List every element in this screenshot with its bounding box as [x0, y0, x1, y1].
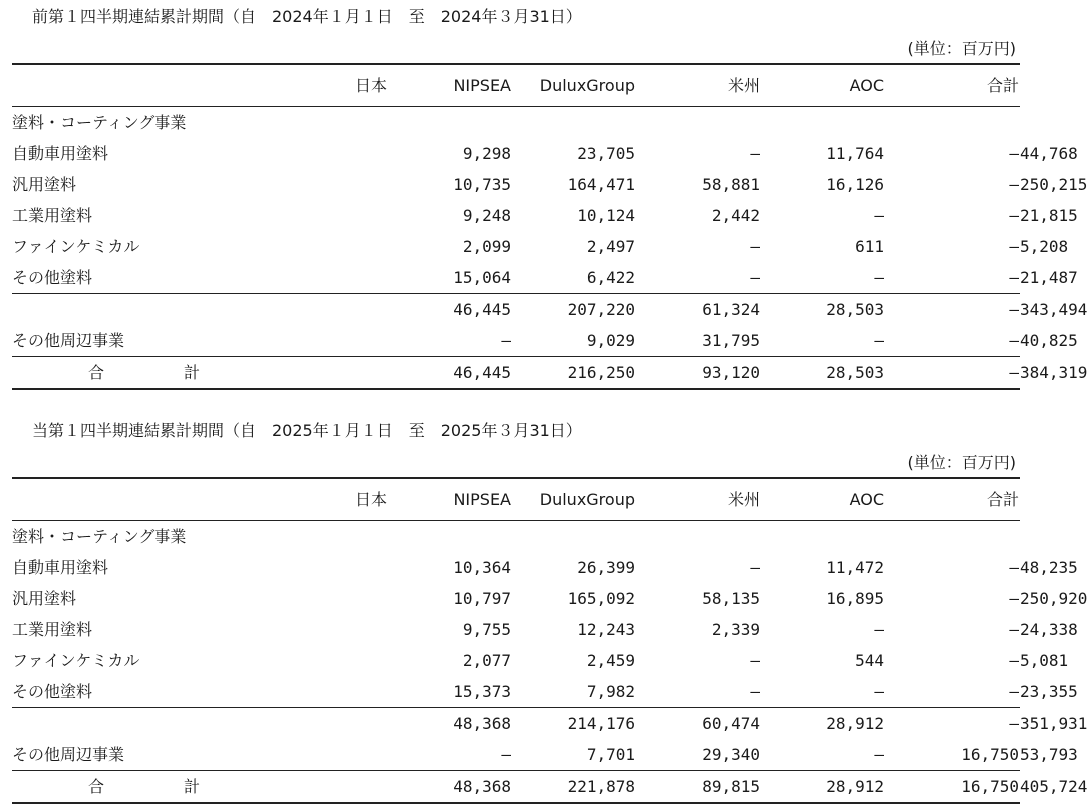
table-row: ファインケミカル 2,099 2,497 ― 611 ― 5,208 — [12, 231, 1020, 262]
cell: 16,750 — [961, 745, 1019, 764]
col-header-duluxgroup: DuluxGroup — [539, 490, 635, 509]
col-header-total: 合計 — [986, 76, 1019, 95]
cell: ― — [1009, 682, 1019, 701]
cell: 23,705 — [577, 144, 635, 163]
cell: 2,459 — [586, 651, 635, 670]
cell: 48,368 — [322, 771, 512, 804]
cell: ― — [501, 331, 511, 350]
cell: 9,029 — [586, 331, 635, 350]
prev-header-row — [12, 64, 1020, 107]
row-label: ファインケミカル — [12, 651, 140, 670]
cell: 2,339 — [711, 620, 760, 639]
cell: 11,472 — [826, 558, 884, 577]
row-label: ファインケミカル — [12, 237, 140, 256]
cell: ― — [501, 745, 511, 764]
table-row: ファインケミカル 2,077 2,459 ― 544 ― 5,081 — [12, 645, 1020, 676]
table-row: 工業用塗料 9,248 10,124 2,442 ― ― 21,815 — [12, 200, 1020, 231]
cell: ― — [1009, 237, 1019, 256]
segment-heading-row — [12, 107, 1020, 139]
other-business-row: その他周辺事業 ― 7,701 29,340 ― 16,750 53,793 — [12, 739, 1020, 771]
curr-period-section — [0, 418, 1087, 796]
cell: 60,474 — [636, 708, 761, 740]
cell: 10,735 — [453, 175, 511, 194]
subtotal-row: 48,368 214,176 60,474 28,912 ― 351,931 — [12, 708, 1020, 740]
row-label: 自動車用塗料 — [12, 558, 109, 577]
row-label: 自動車用塗料 — [12, 144, 109, 163]
cell: 16,750 — [885, 771, 1020, 804]
other-business-row: その他周辺事業 ― 9,029 31,795 ― ― 40,825 — [12, 325, 1020, 357]
cell: ― — [1009, 206, 1019, 225]
subtotal-row: 46,445 207,220 61,324 28,503 ― 343,494 — [12, 294, 1020, 326]
row-label: 汎用塗料 — [12, 175, 77, 194]
cell: 16,895 — [826, 589, 884, 608]
cell: 10,797 — [453, 589, 511, 608]
cell: 58,135 — [702, 589, 760, 608]
cell: ― — [750, 237, 760, 256]
col-header-americas: 米州 — [727, 76, 760, 95]
total-label: 合 計 — [12, 771, 322, 804]
cell: ― — [1009, 331, 1019, 350]
cell: 93,120 — [636, 357, 761, 390]
cell: 164,471 — [567, 175, 635, 194]
table-row: 自動車用塗料 9,298 23,705 ― 11,764 ― 44,768 — [12, 138, 1020, 169]
cell: 2,497 — [586, 237, 635, 256]
cell: 28,912 — [761, 771, 885, 804]
col-header-aoc: AOC — [849, 490, 884, 509]
cell: ― — [874, 745, 884, 764]
cell: 31,795 — [702, 331, 760, 350]
cell: 6,422 — [586, 268, 635, 287]
cell: 28,503 — [761, 357, 885, 390]
segment-heading-row — [12, 521, 1020, 553]
cell: ― — [1009, 589, 1019, 608]
curr-unit-note: (単位：百万円) — [907, 453, 1016, 472]
cell: ― — [1009, 651, 1019, 670]
curr-period-title: 当第１四半期連結累計期間（自 2025年１月１日 至 2025年３月31日） — [32, 421, 582, 440]
col-header-total: 合計 — [986, 490, 1019, 509]
row-label: 工業用塗料 — [12, 620, 93, 639]
cell: 10,124 — [577, 206, 635, 225]
cell: 9,298 — [462, 144, 511, 163]
table-row: その他塗料 15,064 6,422 ― ― ― 21,487 — [12, 262, 1020, 294]
table-row: 汎用塗料 10,735 164,471 58,881 16,126 ― 250,215 — [12, 169, 1020, 200]
cell: 28,912 — [761, 708, 885, 740]
cell: 221,878 — [512, 771, 636, 804]
cell: 7,701 — [586, 745, 635, 764]
cell: 544 — [855, 651, 884, 670]
cell: 165,092 — [567, 589, 635, 608]
cell: 15,064 — [453, 268, 511, 287]
total-row: 合 計 46,445 216,250 93,120 28,503 ― 384,319 — [12, 357, 1020, 390]
curr-segment-table — [12, 477, 1087, 804]
cell: 2,442 — [711, 206, 760, 225]
cell: 2,077 — [462, 651, 511, 670]
cell: 11,764 — [826, 144, 884, 163]
cell: ― — [874, 268, 884, 287]
col-header-americas: 米州 — [727, 490, 760, 509]
cell: 58,881 — [702, 175, 760, 194]
table-row: 工業用塗料 9,755 12,243 2,339 ― ― 24,338 — [12, 614, 1020, 645]
table-row: 汎用塗料 10,797 165,092 58,135 16,895 ― 250,920 — [12, 583, 1020, 614]
row-label: その他周辺事業 — [12, 331, 125, 350]
cell: ― — [885, 357, 1020, 390]
col-header-japan: 日本 — [354, 490, 387, 509]
cell: ― — [885, 708, 1020, 740]
cell: ― — [750, 651, 760, 670]
cell: 15,373 — [453, 682, 511, 701]
cell: ― — [874, 206, 884, 225]
cell: ― — [750, 558, 760, 577]
row-label: その他周辺事業 — [12, 745, 125, 764]
cell: 89,815 — [636, 771, 761, 804]
cell: 9,248 — [462, 206, 511, 225]
prev-segment-table — [12, 63, 1087, 390]
cell: ― — [750, 682, 760, 701]
cell: 12,243 — [577, 620, 635, 639]
total-label: 合 計 — [12, 357, 322, 390]
col-header-nipsea: NIPSEA — [453, 490, 511, 509]
cell: 2,099 — [462, 237, 511, 256]
prev-unit-note: (単位：百万円) — [907, 39, 1016, 58]
cell: 46,445 — [322, 294, 512, 326]
cell: 61,324 — [636, 294, 761, 326]
cell: 9,755 — [462, 620, 511, 639]
col-header-nipsea: NIPSEA — [453, 76, 511, 95]
cell: 26,399 — [577, 558, 635, 577]
table-row: 自動車用塗料 10,364 26,399 ― 11,472 ― 48,235 — [12, 552, 1020, 583]
col-header-aoc: AOC — [849, 76, 884, 95]
cell: 29,340 — [702, 745, 760, 764]
cell: ― — [750, 268, 760, 287]
row-label: 工業用塗料 — [12, 206, 93, 225]
cell: 16,126 — [826, 175, 884, 194]
col-header-duluxgroup: DuluxGroup — [539, 76, 635, 95]
curr-header-row — [12, 478, 1020, 521]
table-row: その他塗料 15,373 7,982 ― ― ― 23,355 — [12, 676, 1020, 708]
row-label: その他塗料 — [12, 682, 93, 701]
col-header-japan: 日本 — [354, 76, 387, 95]
cell: 46,445 — [322, 357, 512, 390]
cell: ― — [750, 144, 760, 163]
segment-label: 塗料・コーティング事業 — [12, 113, 187, 132]
cell: ― — [885, 294, 1020, 326]
row-label: 汎用塗料 — [12, 589, 77, 608]
segment-label: 塗料・コーティング事業 — [12, 527, 187, 546]
cell: ― — [1009, 558, 1019, 577]
prev-period-section — [0, 4, 1087, 384]
cell: 7,982 — [586, 682, 635, 701]
cell: 10,364 — [453, 558, 511, 577]
cell: 28,503 — [761, 294, 885, 326]
cell: 207,220 — [512, 294, 636, 326]
cell: 611 — [855, 237, 884, 256]
cell: ― — [1009, 175, 1019, 194]
cell: 216,250 — [512, 357, 636, 390]
cell: ― — [874, 331, 884, 350]
cell: 48,368 — [322, 708, 512, 740]
total-row: 合 計 48,368 221,878 89,815 28,912 16,750 405,724 — [12, 771, 1020, 804]
cell: 214,176 — [512, 708, 636, 740]
cell: ― — [874, 682, 884, 701]
row-label: その他塗料 — [12, 268, 93, 287]
cell: ― — [1009, 144, 1019, 163]
prev-period-title: 前第１四半期連結累計期間（自 2024年１月１日 至 2024年３月31日） — [32, 7, 582, 26]
cell: ― — [874, 620, 884, 639]
cell: ― — [1009, 268, 1019, 287]
cell: ― — [1009, 620, 1019, 639]
